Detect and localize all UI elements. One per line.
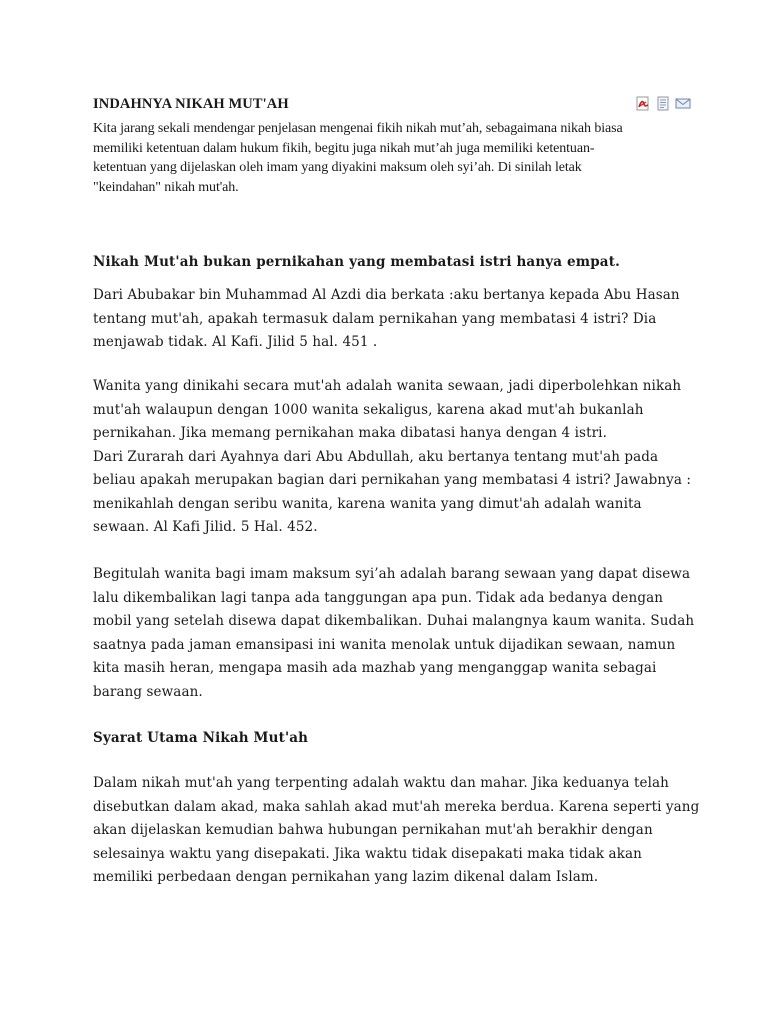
paragraph-line: Dalam nikah mut'ah yang terpenting adalah waktu dan mahar. Jika keduanya telah [93,775,669,791]
pdf-icon[interactable] [635,96,651,111]
page-title: INDAHNYA NIKAH MUT'AH [93,96,289,112]
paragraph-line: menjawab tidak. Al Kafi. Jilid 5 hal. 451 . [93,334,378,350]
intro-line: ketentuan yang dijelaskan oleh imam yang diyakini maksum oleh syi’ah. Di sinilah letak [93,160,582,175]
paragraph-line: lalu dikembalikan lagi tanpa ada tanggungan apa pun. Tidak ada bedanya dengan [93,589,664,606]
intro-line: memiliki ketentuan dalam hukum fikih, begitu juga nikah mut’ah juga memiliki ketentuan- [93,140,595,156]
paragraph-wanita-sewaan [93,375,703,540]
paragraph-line: mut'ah walaupun dengan 1000 wanita sekaligus, karena akad mut'ah bukanlah [93,401,644,418]
paragraph-line: barang sewaan. [93,683,203,700]
paragraph-line: Dari Abubakar bin Muhammad Al Azdi dia berkata :aku bertanya kepada Abu Hasan [93,287,680,303]
paragraph-line: Begitulah wanita bagi imam maksum syi’ah adalah barang sewaan yang dapat disewa [93,566,691,582]
paragraph-abubakar [93,284,703,355]
paragraph-line: Dari Zurarah dari Ayahnya dari Abu Abdullah, aku bertanya tentang mut'ah pada [93,448,659,465]
article-actions [635,96,691,111]
paragraph-line: saatnya pada jaman emansipasi ini wanita menolak untuk dijadikan sewaan, namun [93,636,676,653]
paragraph-line: akan dijelaskan kemudian bahwa hubungan pernikahan mut'ah berakhir dengan [93,822,653,838]
intro-line: Kita jarang sekali mendengar penjelasan mengenai fikih nikah mut’ah, sebagaimana nikah biasa [93,121,623,136]
paragraph-line: kita masih heran, mengapa masih ada mazhab yang menganggap wanita sebagai [93,660,657,676]
paragraph-line: Wanita yang dinikahi secara mut'ah adalah wanita sewaan, jadi diperbolehkan nikah [93,378,682,394]
paragraph-line: beliau apakah merupakan bagian dari pernikahan yang membatasi 4 istri? Jawabnya : [93,472,692,488]
paragraph-line: tentang mut'ah, apakah termasuk dalam pernikahan yang membatasi 4 istri? Dia [93,310,657,327]
intro-line: "keindahan" nikah mut'ah. [93,179,239,195]
article-header [93,96,693,114]
section-heading-limit: Nikah Mut'ah bukan pernikahan yang membatasi istri hanya empat. [93,254,620,270]
paragraph-begitulah [93,563,703,704]
paragraph-line: disebutkan dalam akad, maka sahlah akad mut'ah mereka berdua. Karena seperti yang [93,798,700,815]
paragraph-line: mobil yang setelah disewa dapat dikembalikan. Duhai malangnya kaum wanita. Sudah [93,613,695,629]
intro-paragraph [93,119,693,197]
paragraph-line: menikahlah dengan seribu wanita, karena wanita yang dimut'ah adalah wanita [93,495,642,512]
paragraph-line: selesainya waktu yang disepakati. Jika waktu tidak disepakati maka tidak akan [93,845,642,862]
paragraph-line: memiliki perbedaan dengan pernikahan yang lazim dikenal dalam Islam. [93,869,599,885]
print-icon[interactable] [655,96,671,111]
section-heading-syarat: Syarat Utama Nikah Mut'ah [93,730,309,746]
paragraph-line: sewaan. Al Kafi Jilid. 5 Hal. 452. [93,519,318,535]
paragraph-syarat [93,772,703,890]
email-icon[interactable] [675,96,691,111]
paragraph-line: pernikahan. Jika memang pernikahan maka dibatasi hanya dengan 4 istri. [93,425,607,441]
